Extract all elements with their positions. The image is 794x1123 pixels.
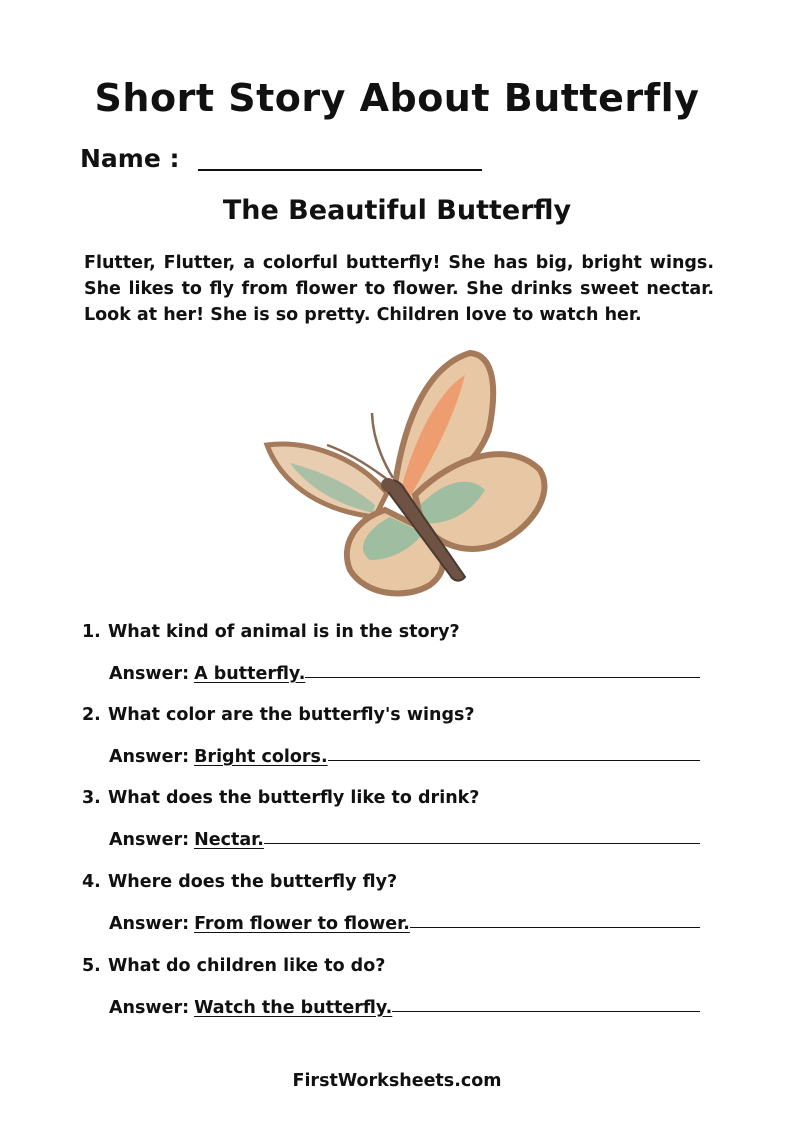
question-2: 2. What color are the butterfly's wings? [82, 705, 475, 725]
answer-blank-line [410, 927, 700, 928]
answer-line-2[interactable] [109, 747, 722, 767]
answer-text: Watch the butterfly. [194, 998, 393, 1018]
name-field [80, 144, 482, 173]
story-title: The Beautiful Butterfly [222, 195, 572, 226]
answer-label: Answer: [109, 830, 190, 850]
answer-text: Bright colors. [194, 747, 328, 767]
answer-line-1[interactable] [109, 664, 722, 684]
question-block-5 [82, 956, 722, 1018]
question-block-1 [82, 622, 722, 684]
answer-text: A butterfly. [194, 664, 306, 684]
name-label: Name : [80, 144, 180, 173]
story-text: Flutter, Flutter, a colorful butterfly! She has big, bright wings. She likes to fly from flower to flower. She drinks sweet nectar. Look at her! She is so pretty. Children love to watch her. [84, 253, 714, 325]
answer-text: Nectar. [194, 830, 264, 850]
question-block-3 [82, 788, 722, 850]
footer-site-credit: FirstWorksheets.com [292, 1071, 502, 1091]
answer-line-5[interactable] [109, 998, 722, 1018]
answer-label: Answer: [109, 998, 190, 1018]
question-block-2 [82, 705, 722, 767]
answer-blank-line [328, 760, 700, 761]
question-3: 3. What does the butterfly like to drink? [82, 788, 480, 808]
butterfly-antenna-right [372, 413, 393, 478]
answer-blank-line [264, 843, 700, 844]
answer-label: Answer: [109, 664, 190, 684]
question-4: 4. Where does the butterfly fly? [82, 872, 398, 892]
answer-label: Answer: [109, 747, 190, 767]
answer-label: Answer: [109, 914, 190, 934]
question-1: 1. What kind of animal is in the story? [82, 622, 460, 642]
name-blank-line [198, 168, 482, 171]
question-block-4 [82, 872, 722, 934]
answer-blank-line [305, 677, 700, 678]
answer-blank-line [392, 1011, 700, 1012]
answer-line-4[interactable] [109, 914, 722, 934]
answer-text: From flower to flower. [194, 914, 410, 934]
question-5: 5. What do children like to do? [82, 956, 386, 976]
worksheet-title: Short Story About Butterfly [94, 76, 700, 120]
answer-line-3[interactable] [109, 830, 722, 850]
butterfly-illustration [255, 345, 555, 605]
